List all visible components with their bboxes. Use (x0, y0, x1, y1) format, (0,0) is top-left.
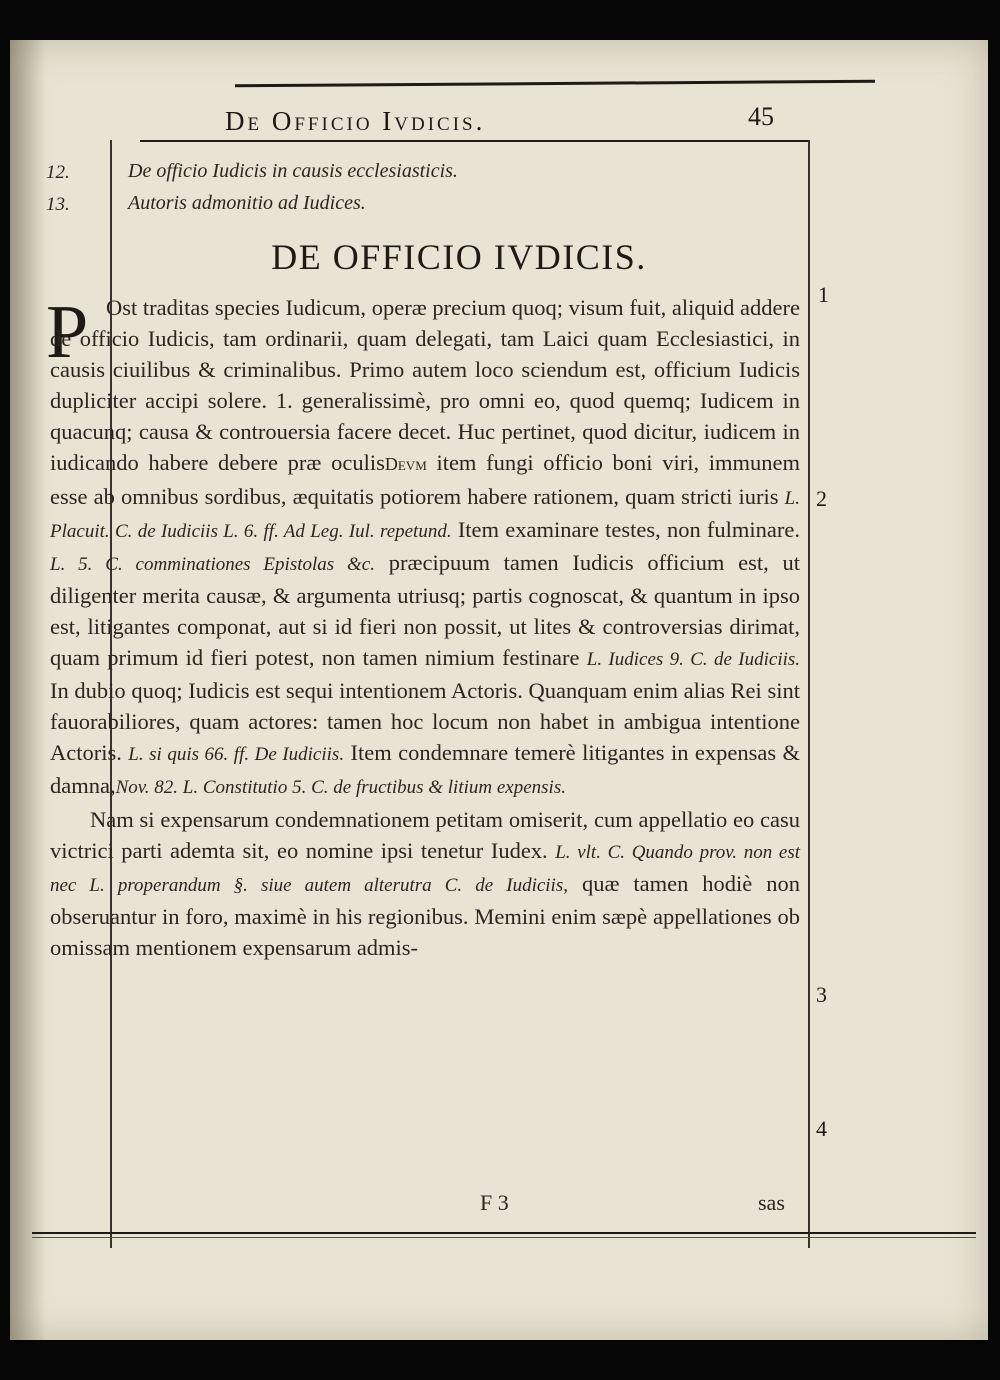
margin-number: 2 (816, 486, 827, 511)
catchword: sas (758, 1190, 785, 1215)
header-rule (140, 140, 808, 142)
running-title: De Officio Ivdicis. (225, 106, 486, 136)
margin-number: 1 (818, 282, 829, 307)
text-run: Item examinare testes, non fulminare. (457, 516, 801, 542)
bottom-rule-thin (32, 1237, 976, 1238)
text-run: Ost traditas species Iudicum, operæ precium quoq; visum fuit, aliquid addere de officio Iudicis, tam ordinarii, quam delegati, tam Laici quam Ecclesiastici, in causis ciuilibus & criminalibus. Primo autem loco sciendum est, officium Iudicis dupliciter accipi solere. 1. generalissimè, pro omni eo, quod quemq; Iudicem in quacunq; causa & controuersia facere decet. Huc pertinet, quod dicitur, iudicem in iudicando habere debere præ oculis (50, 295, 800, 476)
text-run: præcipuum tamen Iudicis officium est, ut diligenter merita causæ, & argumenta utriusq; partis cognoscat, & quantum in ipso est, litigantes componat, aut si id fieri non possit, ut lites & controversias dirimat, quam primum id fieri potest, non tamen nimium festinare (50, 549, 800, 671)
legal-citation: L. Iudices 9. C. de Iudiciis. (586, 649, 801, 671)
page-number: 45 (748, 102, 774, 131)
toc-entry: De officio Iudicis in causis ecclesiasticis. (128, 160, 458, 182)
text-run: quæ tamen hodiè non obseruantur in foro, maximè in his regionibus. Memini enim sæpè appellationes ob omissam mentionem expensarum admis- (50, 870, 800, 960)
page-gutter-shadow (10, 40, 46, 1340)
drop-cap: P (46, 290, 89, 374)
text-run: Nam si expensarum condemnationem petitam omiserit, cum appellatio eo casu victrici parti ademta sit, eo nomine ipsi tenetur Iudex. (50, 806, 800, 863)
toc-number: 13. (46, 194, 70, 215)
signature-mark: F 3 (480, 1190, 509, 1215)
text-run: Item condemnare temerè litigantes in expensas & damna, (50, 740, 800, 799)
top-rule (235, 80, 875, 87)
margin-number: 3 (816, 982, 827, 1007)
toc-number: 12. (46, 162, 70, 183)
paragraph (50, 804, 800, 963)
bottom-rule (32, 1232, 976, 1234)
legal-citation: Nov. 82. L. Constitutio 5. C. de fructibus & litium expensis. (115, 777, 566, 799)
text-run: In dubio quoq; Iudicis est sequi intentionem Actoris. Quanquam enim alias Rei sint fauorabiliores, quam actores: tamen hoc locum non habet in ambigua intentione Actoris. (50, 678, 800, 766)
deity-name: Devm (384, 454, 427, 475)
margin-number: 4 (816, 1116, 827, 1141)
text-run: item fungi officio boni viri, immunem esse ab omnibus sordibus, æquitatis potiorem habere rationem, quam stricti iuris (50, 450, 801, 509)
toc-entry: Autoris admonitio ad Iudices. (128, 192, 366, 214)
legal-citation: L. Placuit. C. de Iudiciis L. 6. ff. Ad Leg. Iul. repetund. (50, 487, 800, 542)
right-column-rule (808, 140, 810, 1248)
body-text (50, 292, 800, 963)
book-page (10, 40, 988, 1340)
paragraph (50, 292, 800, 804)
legal-citation: L. 5. C. comminationes Epistolas &c. (50, 553, 375, 575)
section-heading: DE OFFICIO IVDICIS. (271, 237, 647, 277)
legal-citation: L. vlt. C. Quando prov. non est nec L. properandum §. siue autem alterutra C. de Iudiciis, (50, 841, 800, 896)
legal-citation: L. si quis 66. ff. De Iudiciis. (128, 744, 345, 766)
